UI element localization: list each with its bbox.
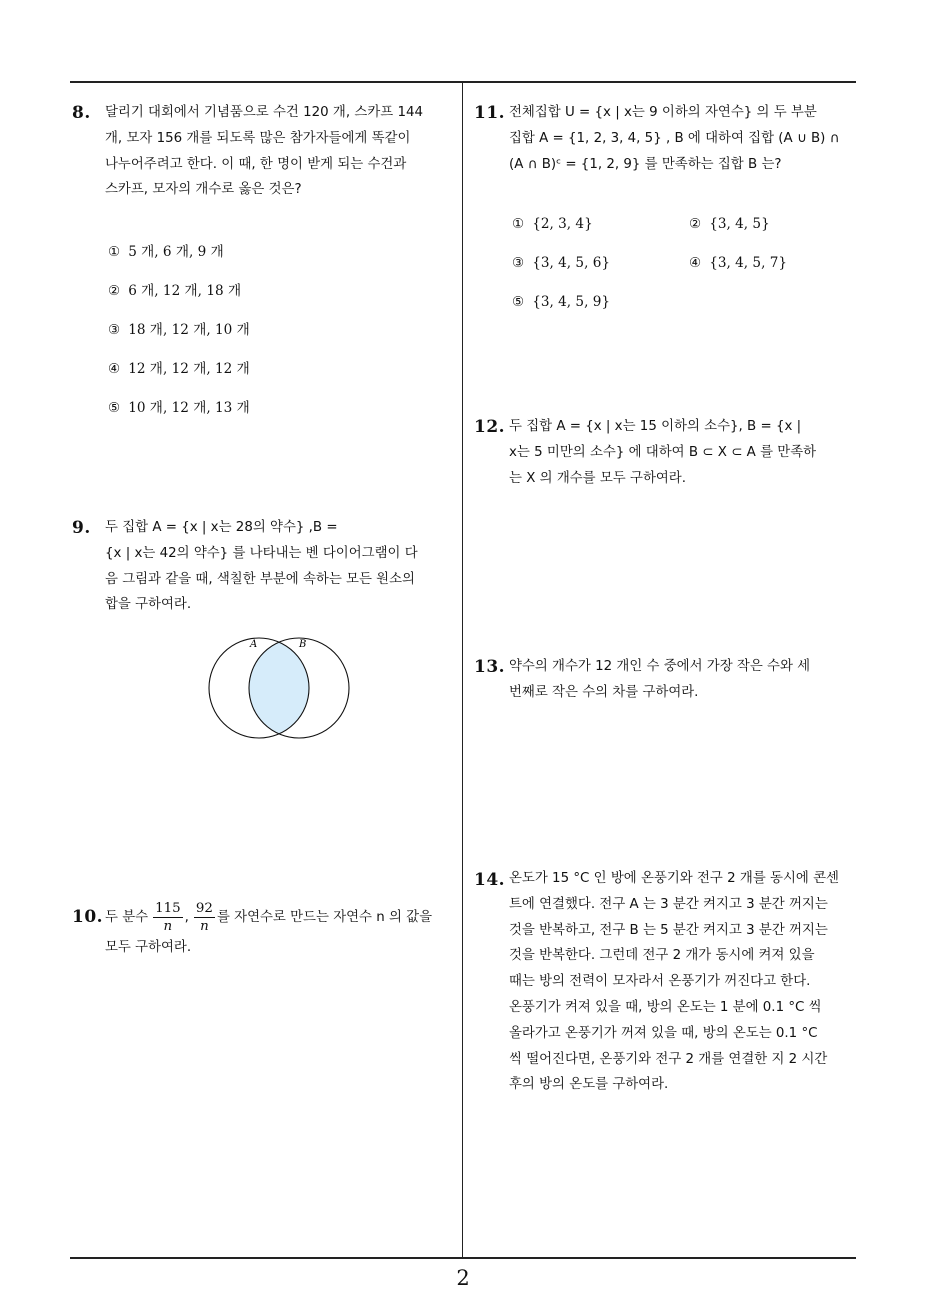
choice-text: {3, 4, 5, 9} xyxy=(532,294,611,310)
column-divider xyxy=(462,82,463,1258)
text-line: 씩 떨어진다면, 온풍기와 전구 2 개를 연결한 지 2 시간 xyxy=(509,1051,828,1067)
choice-mark: ④ xyxy=(689,255,702,271)
choice-3[interactable] xyxy=(108,318,250,338)
choice-text: 5 개, 6 개, 9 개 xyxy=(128,244,224,260)
choice-text: {2, 3, 4} xyxy=(532,216,593,232)
choice-mark: ⑤ xyxy=(108,400,121,416)
text-line: 것을 반복한다. 그런데 전구 2 개가 동시에 켜져 있을 xyxy=(509,948,815,964)
choice-text: 10 개, 12 개, 13 개 xyxy=(128,400,250,416)
choice-text: 18 개, 12 개, 10 개 xyxy=(128,322,250,338)
choice-4[interactable] xyxy=(689,255,787,271)
problem-number: 9. xyxy=(72,518,91,538)
choice-mark: ④ xyxy=(108,361,121,377)
text-line: 전체집합 U = {x | x는 9 이하의 자연수} 의 두 부분 xyxy=(509,105,817,120)
text-line: x는 5 미만의 소수} 에 대하여 B ⊂ X ⊂ A 를 만족하 xyxy=(509,444,817,460)
choice-mark: ⑤ xyxy=(512,294,525,310)
fraction-denominator: n xyxy=(163,919,173,935)
bottom-rule xyxy=(70,1257,856,1259)
fraction-numerator: 115 xyxy=(153,902,183,918)
text-line: 달리기 대회에서 기념품으로 수건 120 개, 스카프 144 xyxy=(105,105,424,120)
problem-number: 13. xyxy=(474,657,506,677)
text-line: 트에 연결했다. 전구 A 는 3 분간 켜지고 3 분간 꺼지는 xyxy=(509,896,828,912)
choice-2[interactable] xyxy=(108,279,241,299)
text-line: 개, 모자 156 개를 되도록 많은 참가자들에게 똑같이 xyxy=(105,130,411,146)
problem-number: 8. xyxy=(72,103,91,123)
choice-mark: ② xyxy=(689,216,702,232)
text-line: 나누어주려고 한다. 이 때, 한 명이 받게 되는 수건과 xyxy=(105,156,407,172)
text-line: 올라가고 온풍기가 꺼져 있을 때, 방의 온도는 0.1 °C xyxy=(509,1025,818,1041)
text-line: {x | x는 42의 약수} 를 나타내는 벤 다이어그램이 다 xyxy=(105,545,418,561)
choice-mark: ① xyxy=(512,216,525,232)
choice-1[interactable] xyxy=(512,216,593,232)
choice-5[interactable] xyxy=(108,396,250,416)
problem-text xyxy=(509,414,859,491)
text-line: 합을 구하여라. xyxy=(105,597,192,613)
page-number: 2 xyxy=(456,1266,470,1290)
text-line: (A ∩ B)ᶜ = {1, 2, 9} 를 만족하는 집합 B 는? xyxy=(509,156,782,172)
choice-mark: ② xyxy=(108,283,121,299)
text-line: 모두 구하여라. xyxy=(105,939,192,955)
problem-number: 12. xyxy=(474,417,506,437)
problem-text xyxy=(509,654,859,706)
problem-text xyxy=(105,515,455,618)
problem-number: 11. xyxy=(474,103,506,123)
text-line: 는 X 의 개수를 모두 구하여라. xyxy=(509,470,687,486)
choice-5[interactable] xyxy=(512,294,610,310)
venn-label-b: B xyxy=(299,639,307,650)
choice-text: 6 개, 12 개, 18 개 xyxy=(128,283,242,299)
separator: , xyxy=(184,909,189,925)
choice-mark: ① xyxy=(108,244,121,260)
fraction-denominator: n xyxy=(200,919,209,935)
choice-3[interactable] xyxy=(512,255,610,271)
fraction-numerator: 92 xyxy=(194,902,215,918)
text-line: 온도가 15 °C 인 방에 온풍기와 전구 2 개를 동시에 콘센 xyxy=(509,871,839,886)
text-line: 약수의 개수가 12 개인 수 중에서 가장 작은 수와 세 xyxy=(509,659,811,674)
choice-2[interactable] xyxy=(689,216,770,232)
choice-text: {3, 4, 5, 6} xyxy=(532,255,611,271)
problem-text xyxy=(509,866,859,1098)
text-line: 것을 반복하고, 전구 B 는 5 분간 켜지고 3 분간 꺼지는 xyxy=(509,922,828,938)
choice-1[interactable] xyxy=(108,240,224,260)
venn-diagram xyxy=(200,630,360,740)
choice-text: {3, 4, 5, 7} xyxy=(709,255,788,271)
text-line: 후의 방의 온도를 구하여라. xyxy=(509,1077,669,1093)
text-line: 때는 방의 전력이 모자라서 온풍기가 꺼진다고 한다. xyxy=(509,974,811,990)
text-line: 두 집합 A = {x | x는 15 이하의 소수}, B = {x | xyxy=(509,419,802,434)
choice-text: {3, 4, 5} xyxy=(709,216,770,232)
text-span: 두 분수 xyxy=(105,909,149,925)
choice-mark: ③ xyxy=(108,322,121,338)
text-span: 를 자연수로 만드는 자연수 n 의 값을 xyxy=(216,909,433,925)
fraction-1 xyxy=(153,902,183,934)
choice-text: 12 개, 12 개, 12 개 xyxy=(128,361,250,377)
text-line: 집합 A = {1, 2, 3, 4, 5} , B 에 대하여 집합 (A ∪ B) ∩ xyxy=(509,130,840,146)
problem-number: 14. xyxy=(474,870,506,890)
text-line: 번째로 작은 수의 차를 구하여라. xyxy=(509,684,699,700)
venn-label-a: A xyxy=(250,639,258,650)
text-line: 스카프, 모자의 개수로 옳은 것은? xyxy=(105,182,302,198)
text-line: 두 집합 A = {x | x는 28의 약수} ,B = xyxy=(105,520,338,535)
problem-text xyxy=(105,902,457,959)
problem-text xyxy=(509,100,859,177)
problem-number: 10. xyxy=(72,907,104,927)
text-line: 음 그림과 같을 때, 색칠한 부분에 속하는 모든 원소의 xyxy=(105,571,415,587)
fraction-2 xyxy=(194,902,215,934)
choice-mark: ③ xyxy=(512,255,525,271)
problem-text xyxy=(105,100,455,203)
text-line: 온풍기가 켜져 있을 때, 방의 온도는 1 분에 0.1 °C 씩 xyxy=(509,999,822,1015)
choice-4[interactable] xyxy=(108,357,250,377)
